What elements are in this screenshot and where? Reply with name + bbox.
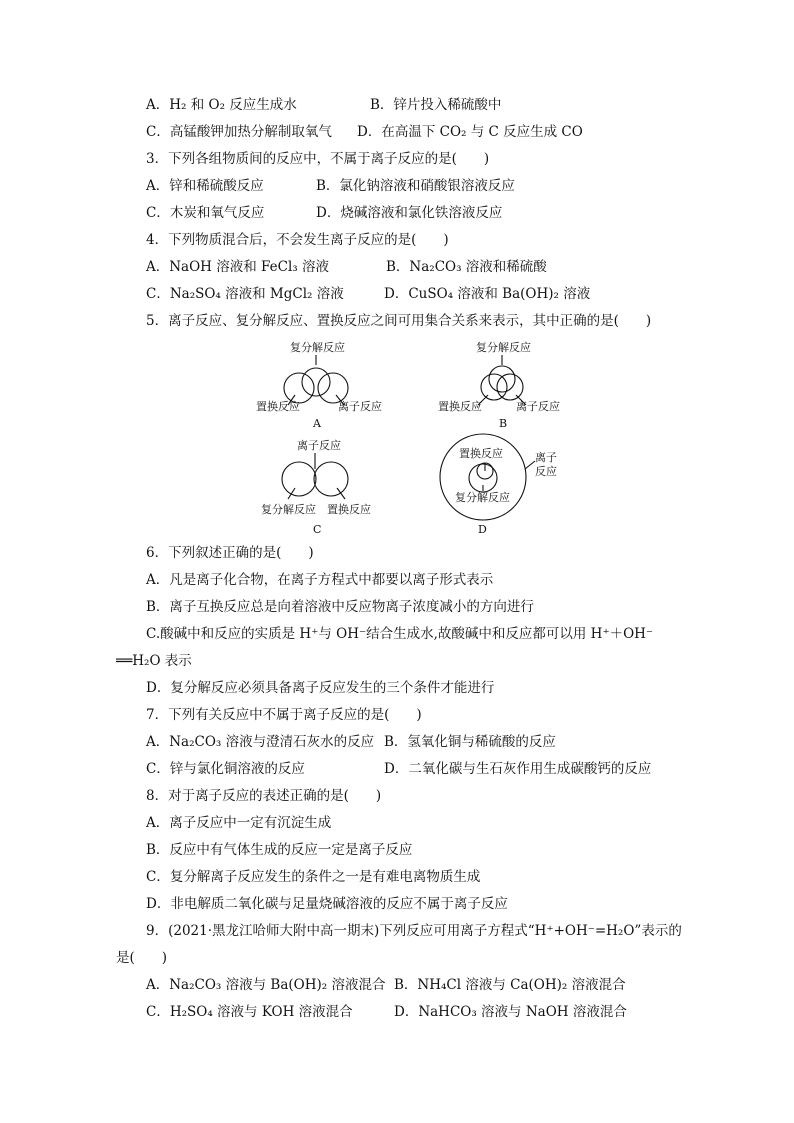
q2-option-a: A．H₂ 和 O₂ 反应生成水 bbox=[146, 97, 297, 113]
question-4: 4．下列物质混合后，不会发生离子反应的是( ) bbox=[146, 232, 449, 248]
q6-option-d: D．复分解反应必须具备离子反应发生的三个条件才能进行 bbox=[146, 680, 495, 696]
q6-option-c-line-1: C.酸碱中和反应的实质是 H⁺与 OH⁻结合生成水,故酸碱中和反应都可以用 H⁺＋OH⁻ bbox=[146, 626, 654, 642]
diagram-d-inner-top-label: 置换反应 bbox=[459, 447, 503, 460]
diagram-a-top-label: 复分解反应 bbox=[290, 341, 345, 354]
q8-option-a: A．离子反应中一定有沉淀生成 bbox=[146, 815, 332, 831]
diagram-d-outer-label-2: 反应 bbox=[535, 465, 557, 478]
q7-option-a: A．Na₂CO₃ 溶液与澄清石灰水的反应 bbox=[146, 734, 375, 750]
diagram-c-right-label: 置换反应 bbox=[327, 503, 371, 516]
q3-option-b: B．氯化钠溶液和硝酸银溶液反应 bbox=[316, 178, 515, 194]
question-9-line-1: 9．(2021·黑龙江哈师大附中高一期末)下列反应可用离子方程式“H⁺+OH⁻=H₂O”表示的 bbox=[146, 923, 682, 939]
diagram-b bbox=[434, 335, 574, 430]
q6-option-b: B．离子互换反应总是向着溶液中反应物离子浓度减小的方向进行 bbox=[146, 599, 534, 615]
diagram-c-left-label: 复分解反应 bbox=[261, 503, 316, 516]
diagram-b-right-label: 离子反应 bbox=[516, 400, 560, 413]
diagram-a-right-label: 离子反应 bbox=[338, 400, 382, 413]
diagram-b-left-label: 置换反应 bbox=[438, 400, 482, 413]
diagram-d-inner-bottom-label: 复分解反应 bbox=[455, 491, 510, 504]
question-8: 8．对于离子反应的表述正确的是( ) bbox=[146, 788, 382, 804]
question-7: 7．下列有关反应中不属于离子反应的是( ) bbox=[146, 707, 422, 723]
q7-option-c: C．锌与氯化铜溶液的反应 bbox=[146, 761, 305, 777]
diagram-a-caption: A bbox=[313, 417, 321, 430]
question-6: 6．下列叙述正确的是( ) bbox=[146, 545, 314, 561]
q2-option-d: D．在高温下 CO₂ 与 C 反应生成 CO bbox=[357, 124, 583, 140]
q9-option-b: B．NH₄Cl 溶液与 Ca(OH)₂ 溶液混合 bbox=[394, 977, 626, 993]
diagram-d bbox=[437, 433, 567, 538]
q3-option-c: C．木炭和氧气反应 bbox=[146, 205, 265, 221]
q7-option-b: B．氢氧化铜与稀硫酸的反应 bbox=[384, 734, 556, 750]
q8-option-b: B．反应中有气体生成的反应一定是离子反应 bbox=[146, 842, 413, 858]
q6-option-c-line-2: ══H₂O 表示 bbox=[116, 653, 192, 669]
diagram-c-top-label: 离子反应 bbox=[297, 439, 341, 452]
question-9-line-2: 是( ) bbox=[116, 950, 168, 966]
q3-option-d: D．烧碱溶液和氯化铁溶液反应 bbox=[316, 205, 503, 221]
q9-option-c: C．H₂SO₄ 溶液与 KOH 溶液混合 bbox=[146, 1004, 353, 1020]
q4-option-a: A．NaOH 溶液和 FeCl₃ 溶液 bbox=[146, 259, 330, 275]
q2-option-c: C．高锰酸钾加热分解制取氧气 bbox=[146, 124, 332, 140]
q6-option-a: A．凡是离子化合物，在离子方程式中都要以离子形式表示 bbox=[146, 572, 494, 588]
q3-option-a: A．锌和稀硫酸反应 bbox=[146, 178, 264, 194]
q4-option-c: C．Na₂SO₄ 溶液和 MgCl₂ 溶液 bbox=[146, 286, 344, 302]
diagram-c-caption: C bbox=[313, 523, 322, 536]
diagram-d-outer-label-1: 离子 bbox=[535, 451, 557, 464]
diagram-b-caption: B bbox=[499, 417, 508, 430]
diagram-c bbox=[255, 433, 385, 538]
q7-option-d: D．二氧化碳与生石灰作用生成碳酸钙的反应 bbox=[384, 761, 652, 777]
q9-option-d: D．NaHCO₃ 溶液与 NaOH 溶液混合 bbox=[394, 1004, 627, 1020]
q8-option-c: C．复分解离子反应发生的条件之一是有难电离物质生成 bbox=[146, 869, 481, 885]
diagram-a-left-label: 置换反应 bbox=[256, 400, 300, 413]
q2-option-b: B．锌片投入稀硫酸中 bbox=[370, 97, 502, 113]
question-3: 3．下列各组物质间的反应中，不属于离子反应的是( ) bbox=[146, 151, 490, 167]
diagram-d-caption: D bbox=[478, 523, 487, 536]
diagram-b-top-label: 复分解反应 bbox=[476, 341, 531, 354]
q4-option-d: D．CuSO₄ 溶液和 Ba(OH)₂ 溶液 bbox=[384, 286, 591, 302]
q8-option-d: D．非电解质二氧化碳与足量烧碱溶液的反应不属于离子反应 bbox=[146, 896, 508, 912]
q4-option-b: B．Na₂CO₃ 溶液和稀硫酸 bbox=[386, 259, 547, 275]
q9-option-a: A．Na₂CO₃ 溶液与 Ba(OH)₂ 溶液混合 bbox=[146, 977, 386, 993]
diagram-a bbox=[250, 335, 390, 430]
question-5: 5．离子反应、复分解反应、置换反应之间可用集合关系来表示，其中正确的是( ) bbox=[146, 313, 652, 329]
